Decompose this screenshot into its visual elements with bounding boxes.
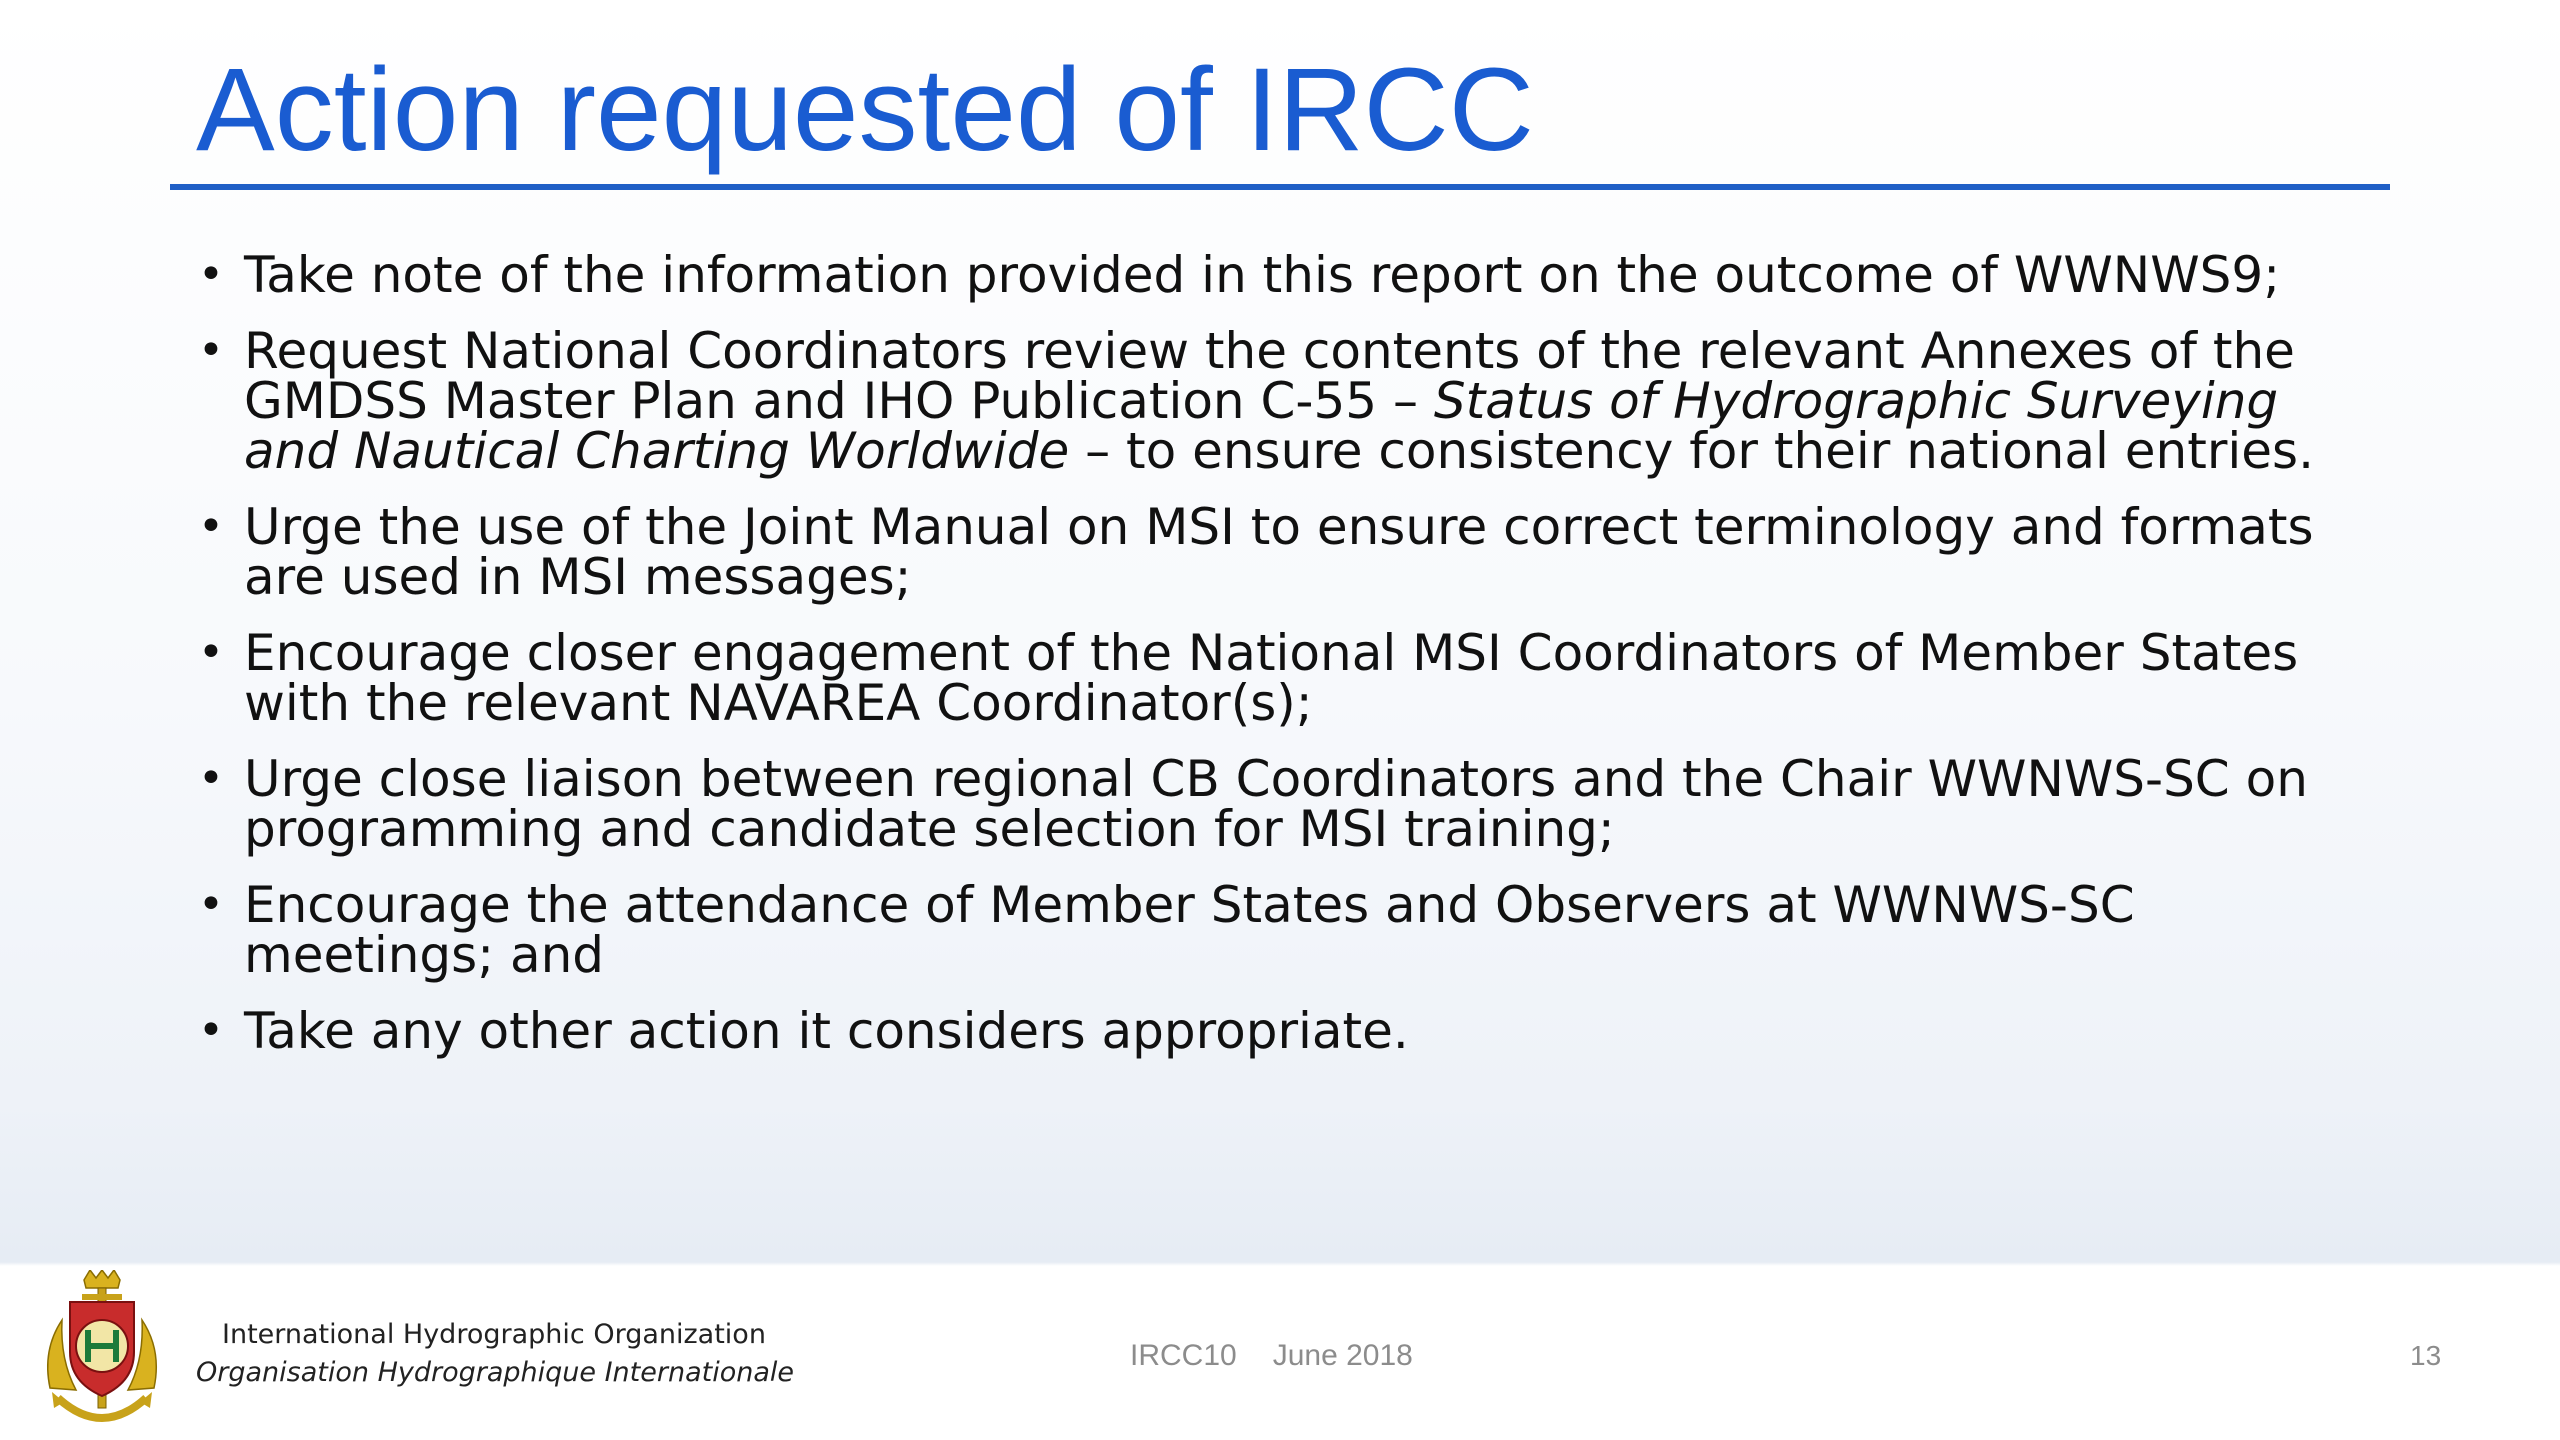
event-date: June 2018 [1272,1339,1413,1372]
bullet-text: Take any other action it considers appropriate. [244,1002,1409,1060]
bullet-text-continued: – to ensure consistency for their national entries. [1069,422,2314,480]
bullet-icon: • [198,627,224,678]
bullet-text: Take note of the information provided in this report on the outcome of WWNWS9; [244,246,2281,304]
bullet-item [190,750,2340,858]
bullet-icon: • [198,753,224,804]
bullet-item [190,876,2340,984]
title-divider [170,184,2390,190]
slide-footer [0,1266,2560,1440]
page-number: 13 [2410,1340,2442,1371]
bullet-text: Encourage the attendance of Member States and Observers at WWNWS-SC meetings; and [244,876,2135,984]
slide-title: Action requested of IRCC [196,44,1534,176]
bullet-text: Urge the use of the Joint Manual on MSI to ensure correct terminology and formats are used in MSI messages; [244,498,2314,606]
bullet-icon: • [198,501,224,552]
bullet-text: Encourage closer engagement of the National MSI Coordinators of Member States with the relevant NAVAREA Coordinator(s); [244,624,2299,732]
bullet-item [190,1002,2340,1060]
bullet-text: Request National Coordinators review the contents of the relevant Annexes of the GMDSS Master Plan and IHO Publication C-55 – [244,322,2295,430]
event-name: IRCC10 [1130,1339,1237,1372]
bullet-item [190,498,2340,606]
event-info [1130,1338,1413,1374]
bullet-icon: • [198,879,224,930]
bullet-item [190,322,2340,480]
bullet-icon: • [198,325,224,376]
bullet-list [190,246,2340,1082]
bullet-icon: • [198,249,224,300]
bullet-icon: • [198,1005,224,1056]
organization-name-english: International Hydrographic Organization [222,1319,766,1350]
bullet-text: Urge close liaison between regional CB Coordinators and the Chair WWNWS-SC on programming and candidate selection for MSI training; [244,750,2308,858]
bullet-item [190,624,2340,732]
organization-name-french: Organisation Hydrographique Internationale [196,1357,794,1388]
iho-emblem-icon [32,1270,172,1430]
publication-title: Status of Hydrographic Surveying and Nautical Charting Worldwide [244,372,2279,480]
bullet-item [190,246,2340,304]
